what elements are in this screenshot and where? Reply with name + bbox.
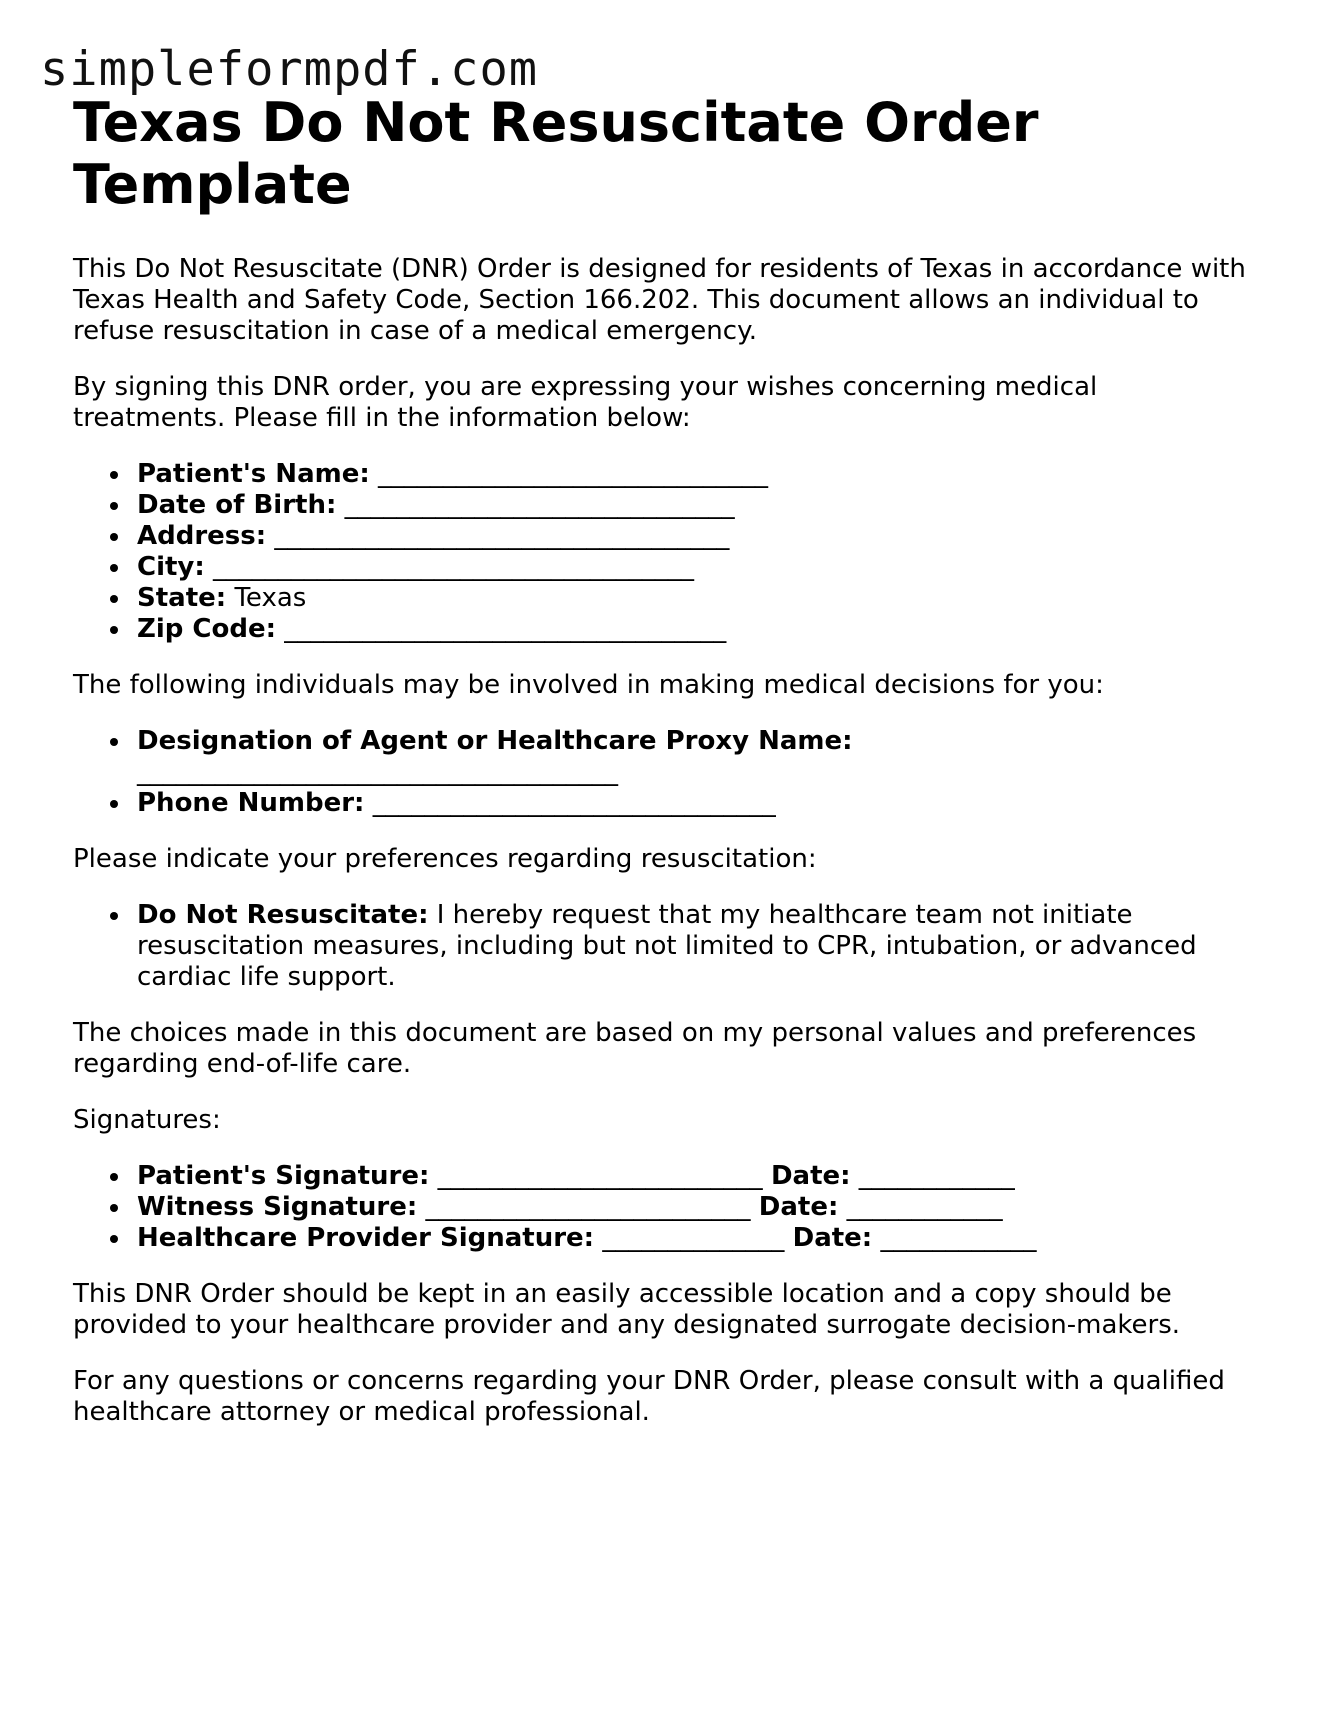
date-line[interactable]: ____________	[880, 1223, 1037, 1253]
patient-info-list	[73, 459, 1253, 645]
field-label: Patient's Name:	[137, 459, 370, 489]
signature-line[interactable]: _________________________	[425, 1192, 751, 1222]
dnr-preference	[137, 900, 1253, 993]
field-label: Witness Signature:	[137, 1192, 418, 1222]
storage-paragraph: This DNR Order should be kept in an easily accessible location and a copy should be provided to your healthcare provider and any designated surrogate decision-makers.	[73, 1279, 1181, 1340]
field-label: Healthcare Provider Signature:	[137, 1223, 595, 1253]
field-value: Texas	[234, 583, 307, 613]
field-label: Patient's Signature:	[137, 1161, 430, 1191]
field-blank[interactable]: _______________________________	[372, 788, 776, 818]
zip-code-field[interactable]	[137, 614, 1253, 645]
witness-signature-field[interactable]	[137, 1192, 1253, 1223]
date-label: Date:	[770, 1161, 851, 1191]
instructions-paragraph: By signing this DNR order, you are expressing your wishes concerning medical treatments. Please fill in the information below:	[73, 372, 1098, 433]
field-blank[interactable]: ______________________________	[344, 490, 735, 520]
patient-signature-field[interactable]	[137, 1161, 1253, 1192]
field-label: Zip Code:	[137, 614, 277, 644]
state-field	[137, 583, 1253, 614]
field-blank[interactable]: ___________________________________	[274, 521, 730, 551]
city-field[interactable]	[137, 552, 1253, 583]
field-label: Address:	[137, 521, 267, 551]
preference-intro-paragraph: Please indicate your preferences regarding resuscitation:	[73, 844, 817, 874]
watermark: simpleformpdf.com	[40, 42, 539, 97]
field-label: Phone Number:	[137, 788, 365, 818]
date-line[interactable]: ____________	[846, 1192, 1003, 1222]
patient-name-field[interactable]	[137, 459, 1253, 490]
field-label: State:	[137, 583, 227, 613]
field-label: Designation of Agent or Healthcare Proxy Name:	[137, 726, 853, 756]
signatures-list	[73, 1161, 1253, 1254]
field-label: City:	[137, 552, 205, 582]
field-blank[interactable]: ______________________________	[378, 459, 768, 489]
date-of-birth-field[interactable]	[137, 490, 1253, 521]
proxy-name-field[interactable]	[137, 726, 1253, 788]
preferences-list	[73, 900, 1253, 993]
preference-text: I hereby request that my healthcare team not initiate resuscitation measures, including but not limited to CPR, intubation, or advanced cardiac life support.	[137, 900, 1197, 992]
proxy-intro-paragraph: The following individuals may be involved in making medical decisions for you:	[73, 670, 1104, 700]
signature-line[interactable]: _________________________	[437, 1161, 763, 1191]
date-label: Date:	[758, 1192, 839, 1222]
values-paragraph: The choices made in this document are based on my personal values and preferences regarding end-of-life care.	[73, 1018, 1197, 1079]
proxy-info-list	[73, 726, 1253, 819]
signatures-heading: Signatures:	[73, 1105, 221, 1135]
phone-number-field[interactable]	[137, 788, 1253, 819]
intro-paragraph: This Do Not Resuscitate (DNR) Order is designed for residents of Texas in accordance with Texas Health and Safety Code, Section 166.202. This document allows an individual to refuse resuscitation in case of a medical emergency.	[73, 254, 1246, 346]
field-blank[interactable]: __________________________________	[284, 614, 727, 644]
signature-line[interactable]: ______________	[602, 1223, 785, 1253]
date-label: Date:	[792, 1223, 873, 1253]
preference-label: Do Not Resuscitate:	[137, 900, 429, 930]
field-blank[interactable]: _____________________________________	[137, 757, 618, 787]
address-field[interactable]	[137, 521, 1253, 552]
document	[73, 92, 1253, 1453]
field-label: Date of Birth:	[137, 490, 337, 520]
consult-paragraph: For any questions or concerns regarding your DNR Order, please consult with a qualified healthcare attorney or medical professional.	[73, 1366, 1225, 1427]
field-blank[interactable]: _____________________________________	[213, 552, 695, 582]
provider-signature-field[interactable]	[137, 1223, 1253, 1254]
page-title: Texas Do Not Resuscitate Order Template	[73, 91, 1039, 216]
date-line[interactable]: ____________	[858, 1161, 1015, 1191]
